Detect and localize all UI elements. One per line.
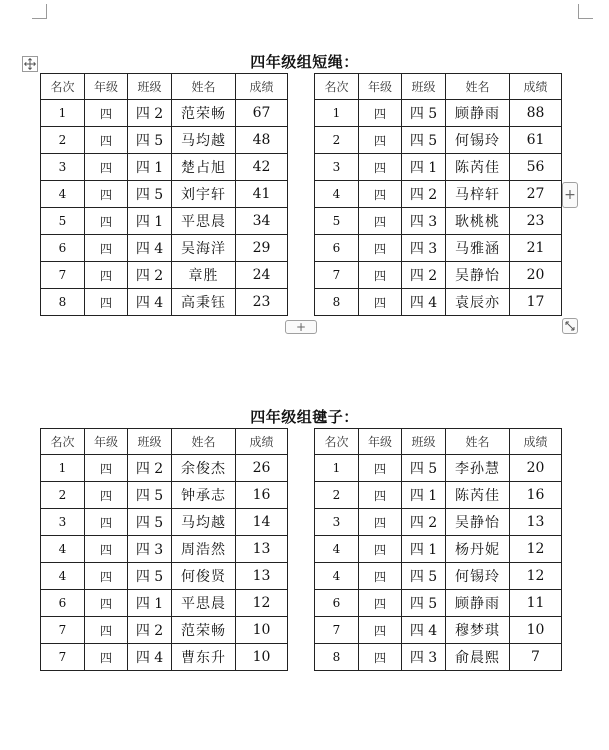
cell-rank[interactable]: 2 [41,127,85,154]
column-gap [288,590,315,617]
cell-class[interactable]: 四 1 [402,536,446,563]
header-cell-class[interactable]: 班级 [402,429,446,455]
cell-score[interactable]: 13 [510,509,562,536]
cell-score[interactable]: 88 [510,100,562,127]
cell-name[interactable]: 楚占旭 [172,154,236,181]
cell-rank[interactable]: 6 [315,590,359,617]
cell-grade[interactable]: 四 [359,100,402,127]
cell-rank[interactable]: 1 [315,455,359,482]
cell-rank[interactable]: 8 [315,644,359,671]
cell-score[interactable]: 13 [236,563,288,590]
cell-rank[interactable]: 5 [315,208,359,235]
cell-class[interactable]: 四 4 [402,617,446,644]
cell-name[interactable]: 何俊贤 [172,563,236,590]
cell-class[interactable]: 四 5 [402,100,446,127]
cell-rank[interactable]: 3 [315,154,359,181]
header-cell-score[interactable]: 成绩 [510,74,562,100]
column-gap [288,429,315,455]
cell-score[interactable]: 34 [236,208,288,235]
cell-rank[interactable]: 2 [315,482,359,509]
cell-class[interactable]: 四 5 [128,563,172,590]
cell-name[interactable]: 何锡玲 [446,563,510,590]
section-title-shuttlecock: 四年级组毽子： [250,408,359,426]
cell-rank[interactable]: 7 [315,262,359,289]
cell-class[interactable]: 四 5 [128,509,172,536]
cell-grade[interactable]: 四 [359,181,402,208]
add-column-button[interactable]: + [562,182,578,208]
cell-rank[interactable]: 4 [315,536,359,563]
cell-grade[interactable]: 四 [85,509,128,536]
cell-name[interactable]: 李孙慧 [446,455,510,482]
cell-score[interactable]: 27 [510,181,562,208]
table-row [41,590,562,617]
cell-class[interactable]: 四 2 [128,455,172,482]
cell-class[interactable]: 四 1 [402,154,446,181]
cell-grade[interactable]: 四 [85,617,128,644]
cell-class[interactable]: 四 5 [402,590,446,617]
cell-class[interactable]: 四 3 [402,644,446,671]
table-row [41,181,562,208]
cell-name[interactable]: 俞晨熙 [446,644,510,671]
cell-score[interactable]: 10 [510,617,562,644]
cell-score[interactable]: 23 [510,208,562,235]
cell-rank[interactable]: 1 [41,455,85,482]
cell-name[interactable]: 马雅涵 [446,235,510,262]
cell-rank[interactable]: 3 [315,509,359,536]
cell-rank[interactable]: 3 [41,154,85,181]
cell-grade[interactable]: 四 [85,181,128,208]
column-gap [288,509,315,536]
table-row [41,563,562,590]
cell-grade[interactable]: 四 [359,644,402,671]
cell-class[interactable]: 四 5 [402,563,446,590]
cell-rank[interactable]: 8 [315,289,359,316]
cell-score[interactable]: 10 [236,617,288,644]
cell-grade[interactable]: 四 [85,208,128,235]
cell-name[interactable]: 平思晨 [172,590,236,617]
cell-score[interactable]: 61 [510,127,562,154]
cell-class[interactable]: 四 2 [402,262,446,289]
cell-grade[interactable]: 四 [85,536,128,563]
table-row [41,536,562,563]
header-cell-score[interactable]: 成绩 [236,74,288,100]
cell-rank[interactable]: 7 [315,617,359,644]
cell-score[interactable]: 17 [510,289,562,316]
cell-name[interactable]: 余俊杰 [172,455,236,482]
cell-class[interactable]: 四 2 [128,100,172,127]
page-corner-mark-left [32,4,47,19]
cell-name[interactable]: 平思晨 [172,208,236,235]
cell-grade[interactable]: 四 [359,289,402,316]
column-gap [288,127,315,154]
table-row [41,235,562,262]
header-cell-name[interactable]: 姓名 [446,429,510,455]
cell-grade[interactable]: 四 [85,590,128,617]
column-gap [288,644,315,671]
cell-grade[interactable]: 四 [85,644,128,671]
column-gap [288,563,315,590]
cell-class[interactable]: 四 3 [402,208,446,235]
cell-grade[interactable]: 四 [85,100,128,127]
header-cell-rank[interactable]: 名次 [41,429,85,455]
cell-name[interactable]: 范荣畅 [172,617,236,644]
table-row [41,644,562,671]
cell-name[interactable]: 陈芮佳 [446,482,510,509]
cell-class[interactable]: 四 2 [402,181,446,208]
cell-name[interactable]: 何锡玲 [446,127,510,154]
cell-score[interactable]: 67 [236,100,288,127]
cell-grade[interactable]: 四 [359,536,402,563]
cell-name[interactable]: 刘宇轩 [172,181,236,208]
column-gap [288,289,315,316]
cell-rank[interactable]: 6 [41,590,85,617]
column-gap [288,100,315,127]
cell-name[interactable]: 马梓轩 [446,181,510,208]
cell-class[interactable]: 四 5 [128,482,172,509]
header-cell-class[interactable]: 班级 [128,74,172,100]
cell-grade[interactable]: 四 [359,154,402,181]
cell-score[interactable]: 26 [236,455,288,482]
cell-grade[interactable]: 四 [359,482,402,509]
cell-name[interactable]: 袁辰亦 [446,289,510,316]
cell-score[interactable]: 41 [236,181,288,208]
column-gap [288,262,315,289]
cell-grade[interactable]: 四 [359,590,402,617]
cell-class[interactable]: 四 2 [128,617,172,644]
cell-rank[interactable]: 6 [315,235,359,262]
cell-name[interactable]: 马均越 [172,509,236,536]
cell-score[interactable]: 11 [510,590,562,617]
cell-class[interactable]: 四 1 [402,482,446,509]
cell-rank[interactable]: 4 [41,563,85,590]
header-cell-score[interactable]: 成绩 [510,429,562,455]
cell-grade[interactable]: 四 [85,482,128,509]
cell-class[interactable]: 四 5 [128,127,172,154]
cell-score[interactable]: 56 [510,154,562,181]
cell-score[interactable]: 29 [236,235,288,262]
cell-score[interactable]: 12 [236,590,288,617]
cell-name[interactable]: 耿桃桃 [446,208,510,235]
cell-name[interactable]: 周浩然 [172,536,236,563]
cell-score[interactable]: 23 [236,289,288,316]
cell-score[interactable]: 12 [510,536,562,563]
table-resize-handle[interactable] [562,318,578,334]
cell-score[interactable]: 48 [236,127,288,154]
cell-rank[interactable]: 4 [315,563,359,590]
cell-grade[interactable]: 四 [359,617,402,644]
shuttlecock-results-table [40,428,562,671]
cell-rank[interactable]: 2 [315,127,359,154]
cell-class[interactable]: 四 4 [128,289,172,316]
cell-grade[interactable]: 四 [85,262,128,289]
header-cell-class[interactable]: 班级 [128,429,172,455]
header-cell-rank[interactable]: 名次 [41,74,85,100]
cell-score[interactable]: 20 [510,455,562,482]
cell-class[interactable]: 四 5 [128,181,172,208]
table-row [41,208,562,235]
cell-score[interactable]: 10 [236,644,288,671]
header-cell-grade[interactable]: 年级 [359,429,402,455]
cell-rank[interactable]: 6 [41,235,85,262]
cell-rank[interactable]: 1 [315,100,359,127]
cell-rank[interactable]: 4 [41,181,85,208]
header-cell-grade[interactable]: 年级 [85,429,128,455]
column-gap [288,482,315,509]
cell-grade[interactable]: 四 [359,262,402,289]
header-row [41,429,562,455]
column-gap [288,181,315,208]
cell-rank[interactable]: 1 [41,100,85,127]
cell-class[interactable]: 四 2 [128,262,172,289]
cell-name[interactable]: 杨丹妮 [446,536,510,563]
short-rope-results-table [40,73,562,316]
table-row [41,617,562,644]
cell-name[interactable]: 穆梦琪 [446,617,510,644]
cell-grade[interactable]: 四 [85,127,128,154]
cell-rank[interactable]: 7 [41,644,85,671]
cell-name[interactable]: 高秉钰 [172,289,236,316]
cell-name[interactable]: 章胜 [172,262,236,289]
table-row [41,100,562,127]
column-gap [288,536,315,563]
cell-name[interactable]: 马均越 [172,127,236,154]
cell-score[interactable]: 7 [510,644,562,671]
cell-score[interactable]: 12 [510,563,562,590]
cell-rank[interactable]: 4 [315,181,359,208]
cell-name[interactable]: 顾静雨 [446,590,510,617]
header-cell-name[interactable]: 姓名 [446,74,510,100]
header-cell-grade[interactable]: 年级 [359,74,402,100]
cell-score[interactable]: 42 [236,154,288,181]
cell-class[interactable]: 四 1 [128,208,172,235]
header-cell-name[interactable]: 姓名 [172,74,236,100]
cell-name[interactable]: 顾静雨 [446,100,510,127]
header-cell-score[interactable]: 成绩 [236,429,288,455]
cell-class[interactable]: 四 5 [402,455,446,482]
cell-class[interactable]: 四 4 [128,644,172,671]
cell-score[interactable]: 13 [236,536,288,563]
cell-class[interactable]: 四 3 [402,235,446,262]
cell-rank[interactable]: 5 [41,208,85,235]
cell-name[interactable]: 范荣畅 [172,100,236,127]
cell-score[interactable]: 14 [236,509,288,536]
add-row-button[interactable]: + [285,320,317,334]
cell-rank[interactable]: 3 [41,509,85,536]
cell-class[interactable]: 四 4 [402,289,446,316]
cell-score[interactable]: 16 [236,482,288,509]
cell-name[interactable]: 吴海洋 [172,235,236,262]
cell-score[interactable]: 24 [236,262,288,289]
cell-grade[interactable]: 四 [359,455,402,482]
column-gap [288,235,315,262]
cell-grade[interactable]: 四 [85,235,128,262]
cell-rank[interactable]: 7 [41,262,85,289]
table-row [41,509,562,536]
section-title-short-rope: 四年级组短绳： [250,53,359,71]
column-gap [288,208,315,235]
cell-class[interactable]: 四 5 [402,127,446,154]
cell-rank[interactable]: 8 [41,289,85,316]
header-cell-grade[interactable]: 年级 [85,74,128,100]
cell-score[interactable]: 16 [510,482,562,509]
column-gap [288,154,315,181]
cell-grade[interactable]: 四 [359,208,402,235]
table-row [41,289,562,316]
cell-name[interactable]: 钟承志 [172,482,236,509]
table-row [41,154,562,181]
cell-grade[interactable]: 四 [359,235,402,262]
column-gap [288,74,315,100]
page-corner-mark-right [578,4,593,19]
table-row [41,127,562,154]
cell-grade[interactable]: 四 [85,289,128,316]
cell-grade[interactable]: 四 [85,563,128,590]
cell-name[interactable]: 陈芮佳 [446,154,510,181]
header-cell-class[interactable]: 班级 [402,74,446,100]
cell-class[interactable]: 四 1 [128,590,172,617]
cell-score[interactable]: 20 [510,262,562,289]
table-row [41,482,562,509]
cell-score[interactable]: 21 [510,235,562,262]
cell-name[interactable]: 吴静怡 [446,262,510,289]
cell-rank[interactable]: 7 [41,617,85,644]
header-cell-rank[interactable]: 名次 [315,429,359,455]
header-cell-name[interactable]: 姓名 [172,429,236,455]
cell-class[interactable]: 四 2 [402,509,446,536]
header-row [41,74,562,100]
cell-class[interactable]: 四 3 [128,536,172,563]
column-gap [288,617,315,644]
cell-grade[interactable]: 四 [359,127,402,154]
cell-name[interactable]: 曹东升 [172,644,236,671]
cell-class[interactable]: 四 1 [128,154,172,181]
cell-class[interactable]: 四 4 [128,235,172,262]
cell-grade[interactable]: 四 [85,154,128,181]
cell-rank[interactable]: 2 [41,482,85,509]
resize-diagonal-icon [565,321,575,331]
cell-grade[interactable]: 四 [359,509,402,536]
header-cell-rank[interactable]: 名次 [315,74,359,100]
cell-rank[interactable]: 4 [41,536,85,563]
cell-grade[interactable]: 四 [85,455,128,482]
cell-grade[interactable]: 四 [359,563,402,590]
table-row [41,455,562,482]
column-gap [288,455,315,482]
cell-name[interactable]: 吴静怡 [446,509,510,536]
table-row [41,262,562,289]
